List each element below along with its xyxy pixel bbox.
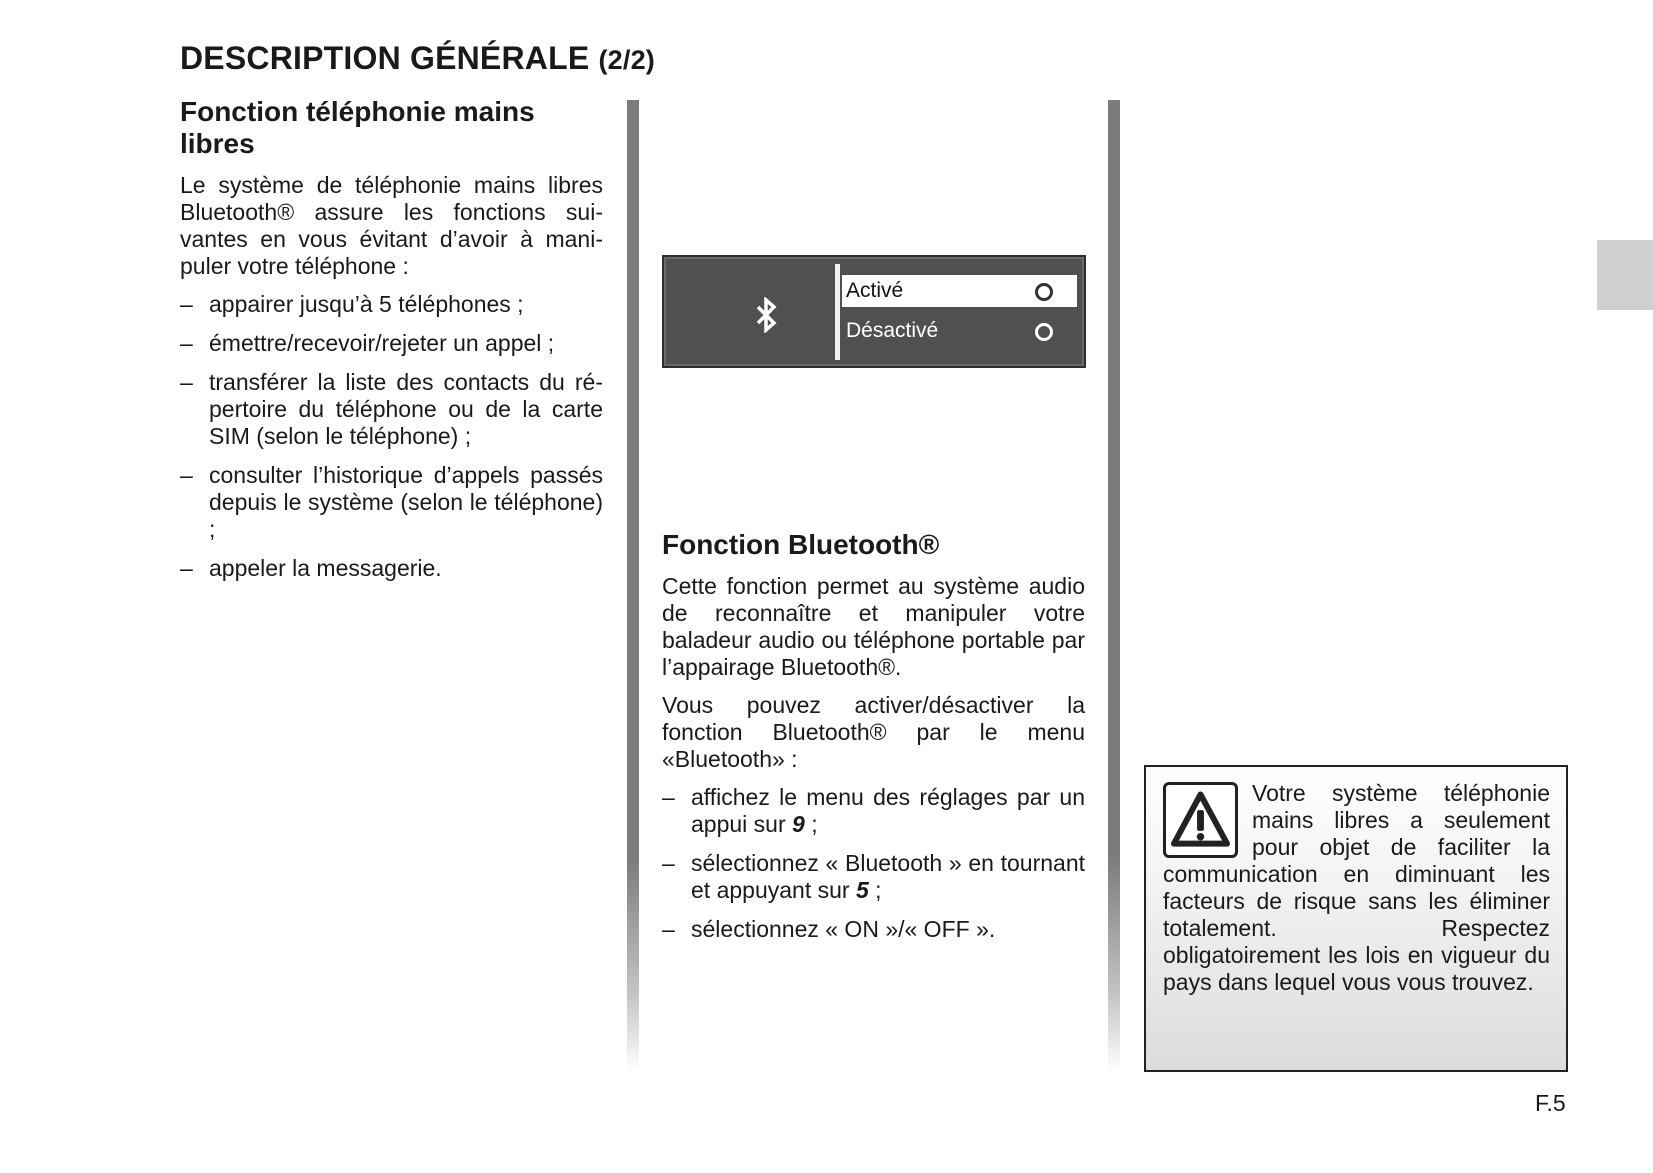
- bluetooth-settings-screen: [662, 255, 1086, 368]
- list-item: [180, 369, 603, 450]
- bluetooth-steps: [662, 784, 1085, 943]
- key-number: 9: [792, 811, 805, 837]
- radio-icon[interactable]: [1035, 323, 1053, 341]
- list-item-text: consulter l’historique d’appels passés depuis le système (selon le téléphone) ;: [209, 462, 603, 542]
- step-text-end: ;: [804, 811, 818, 837]
- step-text-end: ;: [868, 877, 882, 903]
- bluetooth-icon: [754, 297, 778, 333]
- dash-bullet: –: [180, 555, 193, 581]
- list-item: [180, 555, 603, 582]
- page-number: F.5: [1535, 1090, 1566, 1116]
- dash-bullet: –: [662, 784, 675, 810]
- list-item: [180, 330, 603, 357]
- chapter-tab: [1597, 240, 1653, 310]
- list-item-text: émettre/recevoir/rejeter un appel ;: [209, 330, 555, 356]
- key-number: 5: [855, 877, 869, 903]
- column-separator-right: [1108, 100, 1120, 1072]
- radio-icon[interactable]: [1035, 283, 1053, 301]
- left-column: [180, 96, 603, 594]
- list-item-text: transférer la liste des contacts du répertoire du téléphone ou de la carte SIM (selon le téléphone) ;: [209, 369, 603, 449]
- dash-bullet: –: [180, 369, 193, 395]
- dash-bullet: –: [180, 291, 193, 317]
- handsfree-intro: Le système de téléphonie mains libres Bluetooth® assure les fonctions suivantes en vous évitant d’avoir à manipuler votre téléphone :: [180, 172, 603, 279]
- warning-text: Votre système téléphonie mains libres a seulement pour objet de faciliter la communication en diminuant les facteurs de risque sans les éliminer totalement. Respectez obligatoirement les lois en vigueur du pays dans lequel vous vous trouvez.: [1163, 780, 1550, 995]
- list-item: [662, 916, 1085, 943]
- bluetooth-para-1: Cette fonction permet au système audio de reconnaître et manipuler votre baladeur audio ou téléphone portable par l’appairage Bluetooth®.: [662, 573, 1085, 680]
- list-item-text: appeler la messagerie.: [209, 555, 442, 581]
- bluetooth-option-active[interactable]: [842, 275, 1077, 307]
- dash-bullet: –: [662, 850, 675, 876]
- bluetooth-option-inactive[interactable]: [842, 315, 1077, 347]
- step-text: affichez le menu des réglages par un appui sur: [691, 784, 1085, 837]
- bluetooth-para-2: Vous pouvez activer/désactiver la fonction Bluetooth® par le menu «Bluetooth» :: [662, 692, 1085, 772]
- warning-triangle-icon: [1170, 789, 1231, 851]
- list-item: [662, 784, 1085, 838]
- list-item: [180, 462, 603, 543]
- option-label: Activé: [846, 279, 904, 302]
- page-title-text: DESCRIPTION GÉNÉRALE: [180, 40, 590, 76]
- dash-bullet: –: [662, 916, 675, 942]
- step-text: sélectionnez « ON »/« OFF ».: [691, 916, 996, 942]
- list-item: [662, 850, 1085, 904]
- dash-bullet: –: [180, 462, 193, 488]
- handsfree-list: [180, 291, 603, 582]
- dash-bullet: –: [180, 330, 193, 356]
- screen-divider: [835, 264, 840, 360]
- bluetooth-heading: Fonction Bluetooth®: [662, 529, 940, 560]
- warning-icon-frame: [1163, 782, 1238, 858]
- list-item: [180, 291, 603, 318]
- page-title: [180, 40, 655, 77]
- warning-box: [1144, 765, 1568, 1072]
- middle-column: [662, 529, 1085, 955]
- step-text: sélectionnez « Bluetooth » en tournant et appuyant sur: [691, 850, 1085, 903]
- column-separator-left: [627, 100, 639, 1072]
- page-title-suffix: (2/2): [598, 45, 655, 75]
- option-label: Désactivé: [846, 319, 939, 342]
- list-item-text: appairer jusqu’à 5 téléphones ;: [209, 291, 524, 317]
- handsfree-heading: Fonction téléphonie mains libres: [180, 96, 535, 159]
